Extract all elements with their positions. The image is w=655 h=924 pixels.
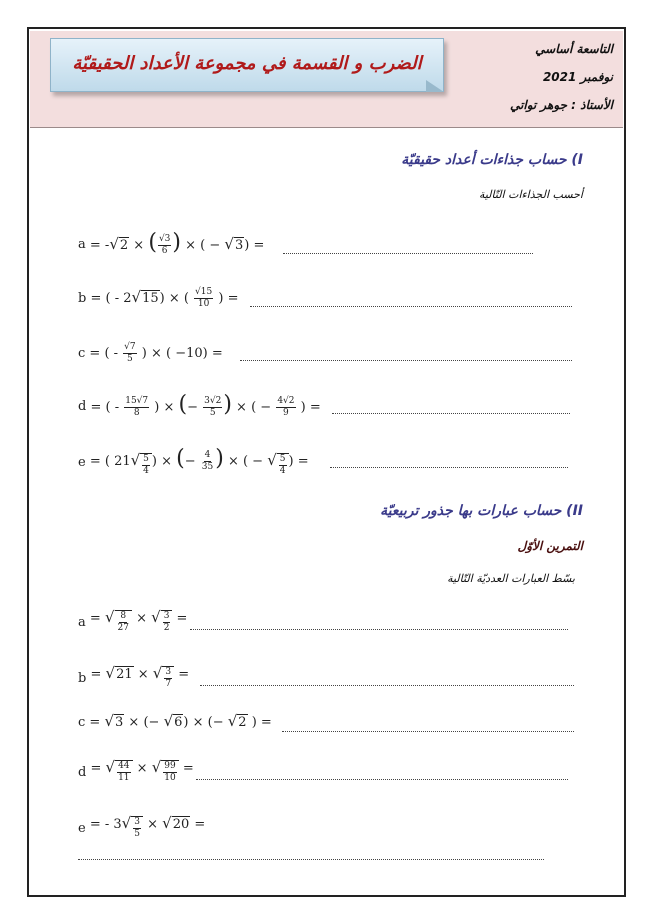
expr-label: b <box>78 291 87 306</box>
equation-body: = √ $\frac{8}{27}$ × √ $\frac{3}{2}$ = <box>85 608 188 633</box>
expr-label: c <box>78 714 86 730</box>
exercise-title: التمرين الأوّل <box>517 539 583 553</box>
section1-instruction: أحسب الجذاءات التّالية <box>478 188 583 201</box>
answer-line <box>78 858 544 860</box>
section1-heading: I) حساب جذاءات أعداد حقيقيّة <box>401 152 583 168</box>
expr-label: a <box>78 614 86 630</box>
expr-1d <box>78 394 321 419</box>
answer-line <box>282 730 574 732</box>
level-label: التاسعة أساسي <box>535 42 613 56</box>
expr-2e <box>78 816 205 840</box>
expr-label: e <box>78 455 86 470</box>
worksheet-title: الضرب و القسمة في مجموعة الأعداد الحقيقيّة <box>72 53 422 74</box>
expr-label: d <box>78 399 87 414</box>
teacher-label: الأستاذ : جوهر تواتي <box>510 98 613 112</box>
equation-body: = ( - $\frac{√7}{5}$ ) × ( −10) = <box>85 342 223 364</box>
section2-heading: II) حساب عبارات بها جذور تربيعيّة <box>380 503 583 519</box>
section2-instruction: بسّط العبارات العدديّة التّالية <box>447 572 575 585</box>
title-card <box>50 38 444 92</box>
equation-body: = √ 21 × √ $\frac{3}{7}$ = <box>86 664 190 689</box>
expr-label: b <box>78 670 87 686</box>
answer-line <box>196 778 568 780</box>
equation-body: = ( 21 √ $\frac{5}{4}$ ) × (− $\frac{4}{35}$ ) × ( − √ $\frac{5}{4}$ ) = <box>85 446 309 476</box>
expr-label: c <box>78 346 86 361</box>
expr-label: a <box>78 237 86 252</box>
answer-line <box>250 305 572 307</box>
expr-2d <box>78 760 194 784</box>
equation-body: = ( - $\frac{15√7}{8}$ ) × (− $\frac{3√2}{5}$ ) × ( − $\frac{4√2}{9}$ ) = <box>86 392 321 418</box>
equation-body: = - √ 2 × ( $\frac{√3}{6}$ ) × ( − √ 3 ) = <box>85 230 265 256</box>
answer-line <box>200 684 574 686</box>
expr-1c <box>78 342 223 365</box>
expr-1b <box>78 287 238 310</box>
answer-line <box>283 252 533 254</box>
expr-1e <box>78 448 309 477</box>
expr-label: e <box>78 820 86 836</box>
answer-line <box>190 628 568 630</box>
expr-label: d <box>78 764 87 780</box>
equation-body: = √ $\frac{44}{11}$ × √ $\frac{99}{10}$ = <box>86 758 194 783</box>
equation-body: = ( - 2 √ 15 ) × ( $\frac{√15}{10}$ ) = <box>86 287 239 309</box>
expr-2a <box>78 610 187 634</box>
answer-line <box>332 412 570 414</box>
expr-1a <box>78 232 264 257</box>
equation-body: = √ 3 × (− √ 6 ) × (− √ 2 ) = <box>85 712 272 730</box>
answer-line <box>240 359 572 361</box>
expr-2c <box>78 714 272 730</box>
answer-line <box>330 466 568 468</box>
expr-2b <box>78 666 189 690</box>
date-label: نوفمبر 2021 <box>542 70 613 84</box>
equation-body: = - 3 √ $\frac{3}{5}$ × √ 20 = <box>85 814 206 839</box>
